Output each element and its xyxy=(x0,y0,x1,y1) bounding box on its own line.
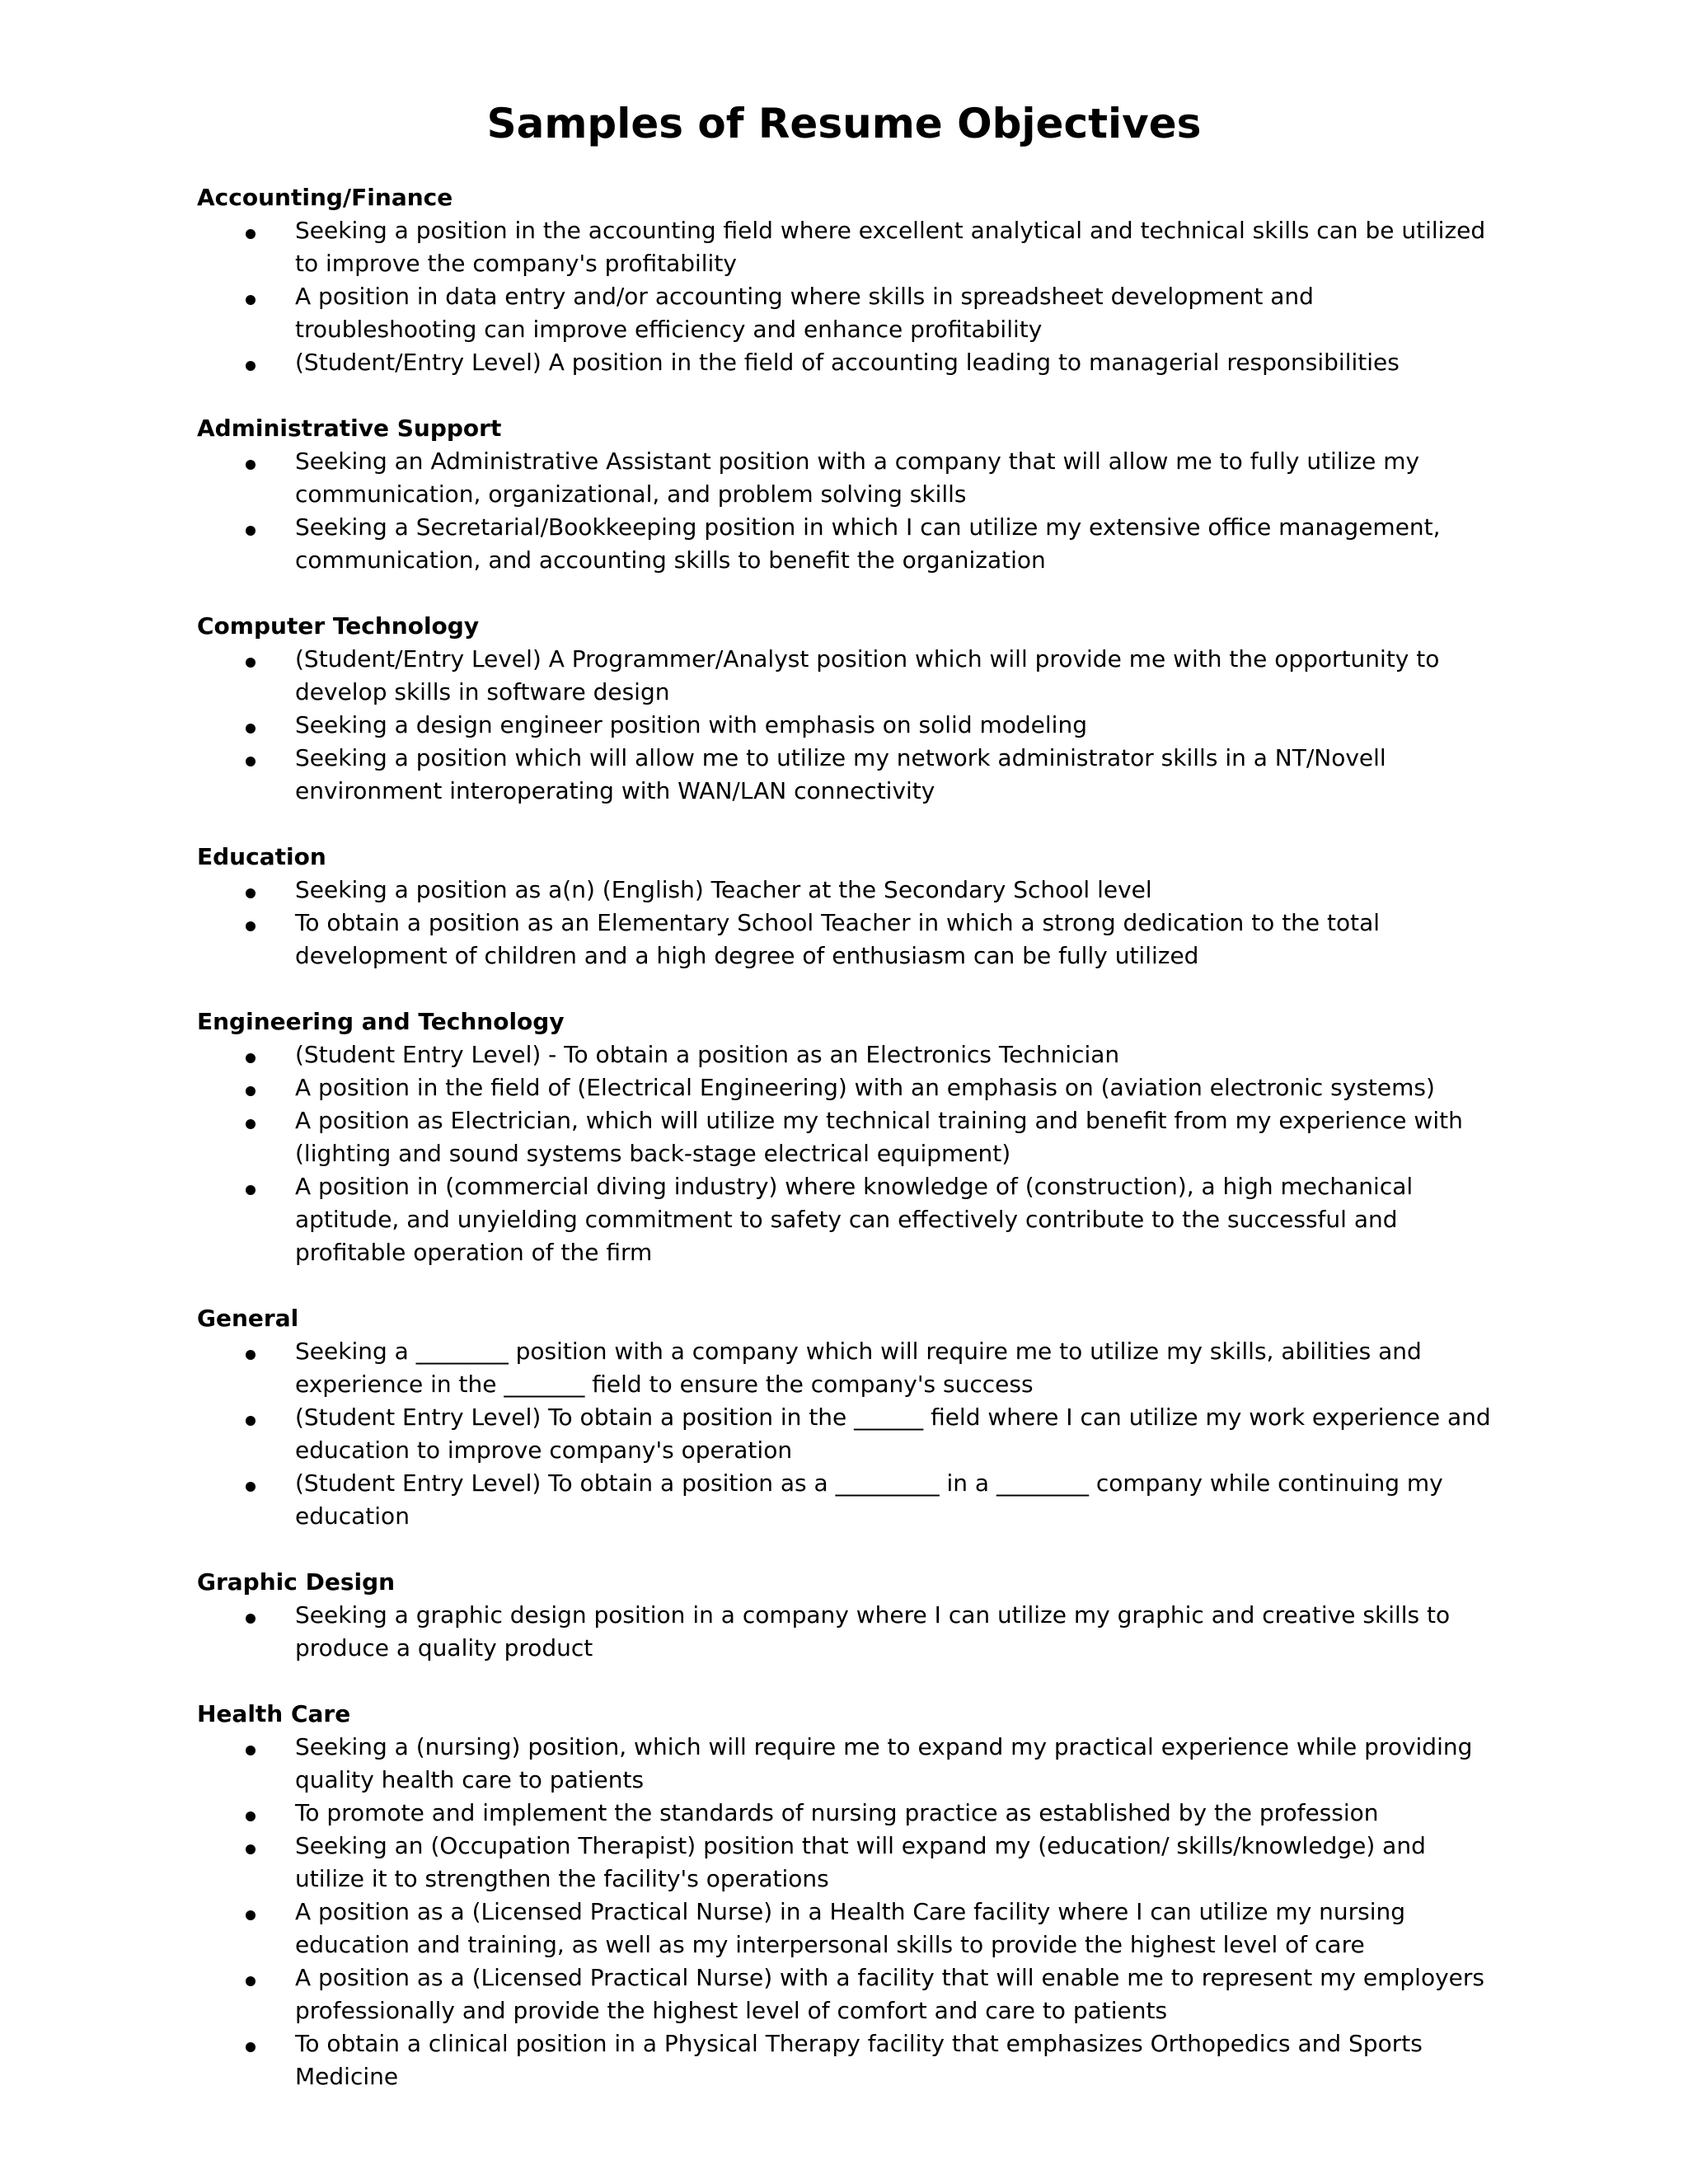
objective-text: A position in the field of (Electrical Engineering) with an emphasis on (aviation electronic systems) xyxy=(295,1074,1435,1101)
objective-text: To obtain a clinical position in a Physical Therapy facility that emphasizes Orthopedics and Sports Medicine xyxy=(295,2030,1423,2090)
list-item xyxy=(197,1038,1499,1071)
list-item xyxy=(197,1896,1499,1961)
section xyxy=(197,1302,1499,1533)
list-item xyxy=(197,445,1499,511)
objective-text: Seeking an (Occupation Therapist) position that will expand my (education/ skills/knowledge) and utilize it to strengthen the facility's operations xyxy=(295,1832,1426,1892)
bullet-icon xyxy=(246,658,256,668)
objective-list xyxy=(197,643,1499,808)
section-heading: Education xyxy=(197,843,326,870)
objective-list xyxy=(197,874,1499,972)
list-item xyxy=(197,709,1499,742)
bullet-icon xyxy=(246,460,256,470)
sections-container xyxy=(197,181,1499,2126)
bullet-icon xyxy=(246,295,256,305)
list-item xyxy=(197,1401,1499,1467)
bullet-icon xyxy=(246,1482,256,1492)
list-item xyxy=(197,1797,1499,1830)
objective-text: To obtain a position as an Elementary School Teacher in which a strong dedication to the total development of children and a high degree of enthusiasm can be fully utilized xyxy=(295,909,1381,969)
objective-text: A position in (commercial diving industry) where knowledge of (construction), a high mechanical aptitude, and unyielding commitment to safety can effectively contribute to the successful and profitable operation of the firm xyxy=(295,1173,1414,1266)
objective-text: A position in data entry and/or accounting where skills in spreadsheet development and troubleshooting can improve efficiency and enhance profitability xyxy=(295,283,1314,343)
bullet-icon xyxy=(246,888,256,898)
bullet-icon xyxy=(246,724,256,733)
objective-list xyxy=(197,1731,1499,2093)
section xyxy=(197,1698,1499,2093)
page-title: Samples of Resume Objectives xyxy=(486,100,1202,148)
objective-text: (Student Entry Level) - To obtain a position as an Electronics Technician xyxy=(295,1041,1120,1068)
objective-list xyxy=(197,214,1499,379)
list-item xyxy=(197,1599,1499,1665)
bullet-icon xyxy=(246,1416,256,1426)
objective-text: (Student/Entry Level) A Programmer/Analyst position which will provide me with the opportunity to develop skills in software design xyxy=(295,645,1440,705)
section xyxy=(197,841,1499,972)
bullet-icon xyxy=(246,1811,256,1821)
bullet-icon xyxy=(246,526,256,536)
list-item xyxy=(197,214,1499,280)
section xyxy=(197,1005,1499,1269)
objective-list xyxy=(197,1335,1499,1533)
list-item xyxy=(197,1335,1499,1401)
list-item xyxy=(197,1104,1499,1170)
objective-text: Seeking a graphic design position in a company where I can utilize my graphic and creative skills to produce a quality product xyxy=(295,1601,1451,1661)
list-item xyxy=(197,511,1499,577)
bullet-icon xyxy=(246,361,256,371)
objective-text: (Student/Entry Level) A position in the field of accounting leading to managerial responsibilities xyxy=(295,349,1400,376)
section-heading: Health Care xyxy=(197,1700,351,1727)
section-heading: Graphic Design xyxy=(197,1568,396,1596)
objective-text: Seeking a Secretarial/Bookkeeping position in which I can utilize my extensive office management, communication, and accounting skills to benefit the organization xyxy=(295,513,1441,574)
bullet-icon xyxy=(246,229,256,239)
bullet-icon xyxy=(246,757,256,766)
bullet-icon xyxy=(246,1053,256,1063)
bullet-icon xyxy=(246,2042,256,2052)
objective-list xyxy=(197,1038,1499,1269)
objective-text: To promote and implement the standards of nursing practice as established by the profession xyxy=(295,1799,1379,1826)
list-item xyxy=(197,346,1499,379)
list-item xyxy=(197,2027,1499,2093)
objective-text: A position as a (Licensed Practical Nurse) in a Health Care facility where I can utilize my nursing education and training, as well as my interpersonal skills to provide the highest level of care xyxy=(295,1898,1406,1958)
list-item xyxy=(197,643,1499,709)
section xyxy=(197,412,1499,577)
bullet-icon xyxy=(246,1976,256,1986)
objective-text: Seeking a design engineer position with emphasis on solid modeling xyxy=(295,711,1087,738)
section xyxy=(197,1566,1499,1665)
objective-text: (Student Entry Level) To obtain a position in the ______ field where I can utilize my work experience and education to improve company's operation xyxy=(295,1404,1491,1464)
section-heading: Computer Technology xyxy=(197,612,480,640)
objective-text: A position as a (Licensed Practical Nurse) with a facility that will enable me to represent my employers professionally and provide the highest level of comfort and care to patients xyxy=(295,1964,1484,2024)
section xyxy=(197,181,1499,379)
section-heading: General xyxy=(197,1305,299,1332)
bullet-icon xyxy=(246,1746,256,1755)
objective-text: Seeking a position which will allow me to utilize my network administrator skills in a NT/Novell environment interoperating with WAN/LAN connectivity xyxy=(295,744,1386,804)
objective-text: Seeking an Administrative Assistant position with a company that will allow me to fully utilize my communication, organizational, and problem solving skills xyxy=(295,448,1420,508)
objective-text: Seeking a position as a(n) (English) Teacher at the Secondary School level xyxy=(295,876,1152,903)
objective-list xyxy=(197,1599,1499,1665)
objective-text: Seeking a ________ position with a company which will require me to utilize my skills, abilities and experience in the _______ field to ensure the company's success xyxy=(295,1338,1422,1398)
objective-list xyxy=(197,445,1499,577)
list-item xyxy=(197,1731,1499,1797)
section xyxy=(197,610,1499,808)
objective-text: Seeking a position in the accounting field where excellent analytical and technical skills can be utilized to improve the company's profitability xyxy=(295,217,1486,277)
bullet-icon xyxy=(246,1350,256,1360)
section-heading: Accounting/Finance xyxy=(197,184,453,211)
list-item xyxy=(197,1071,1499,1104)
objective-text: A position as Electrician, which will utilize my technical training and benefit from my experience with (lighting and sound systems back-stage electrical equipment) xyxy=(295,1107,1463,1167)
bullet-icon xyxy=(246,1910,256,1920)
bullet-icon xyxy=(246,1119,256,1129)
bullet-icon xyxy=(246,1614,256,1624)
section-heading: Administrative Support xyxy=(197,415,502,442)
list-item xyxy=(197,1830,1499,1896)
bullet-icon xyxy=(246,1086,256,1096)
list-item xyxy=(197,1961,1499,2027)
list-item xyxy=(197,907,1499,972)
objective-text: (Student Entry Level) To obtain a position as a _________ in a ________ company while continuing my education xyxy=(295,1469,1443,1530)
section-heading: Engineering and Technology xyxy=(197,1008,565,1035)
list-item xyxy=(197,874,1499,907)
list-item xyxy=(197,742,1499,808)
bullet-icon xyxy=(246,921,256,931)
list-item xyxy=(197,280,1499,346)
list-item xyxy=(197,1170,1499,1269)
bullet-icon xyxy=(246,1844,256,1854)
bullet-icon xyxy=(246,1185,256,1195)
objective-text: Seeking a (nursing) position, which will require me to expand my practical experience while providing quality health care to patients xyxy=(295,1733,1473,1793)
list-item xyxy=(197,1467,1499,1533)
